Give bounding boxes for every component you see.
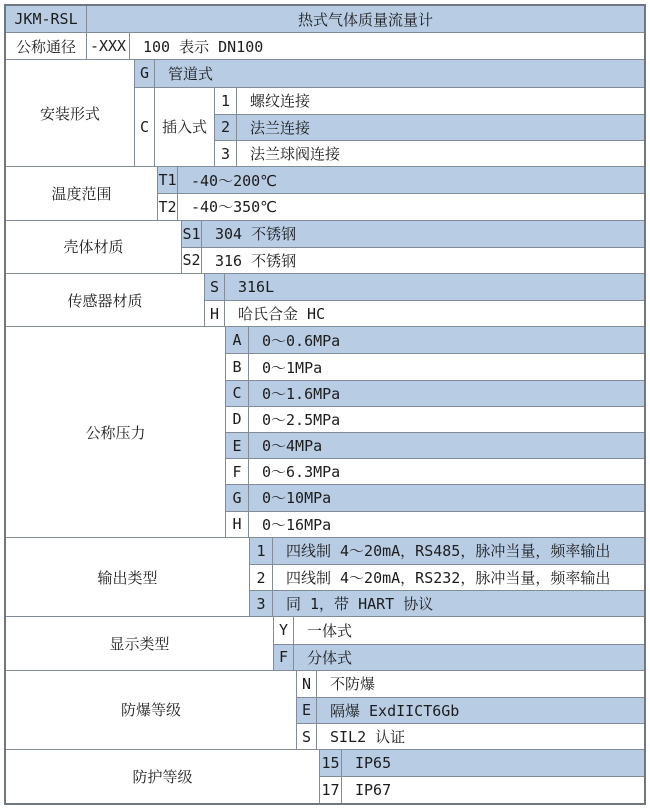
option-code: T1 — [158, 167, 178, 193]
option-text: 哈氏合金 HC — [238, 305, 326, 324]
option-row — [320, 776, 644, 802]
option-row — [250, 564, 644, 590]
option-row — [215, 140, 644, 166]
option-code: T2 — [158, 194, 178, 219]
option-row — [135, 60, 644, 86]
option-row — [158, 193, 644, 219]
diameter-code: -XXX — [87, 33, 130, 59]
option-text: 四线制 4～20mA，RS232，脉冲当量，频率输出 — [286, 569, 611, 588]
display-label: 显示类型 — [6, 617, 274, 669]
protection-label: 防护等级 — [6, 750, 320, 802]
output-label: 输出类型 — [6, 538, 250, 617]
section-nominal-pressure — [6, 326, 644, 537]
option-row — [215, 88, 644, 114]
option-text: 0～6.3MPa — [262, 463, 341, 482]
section-install-type — [6, 59, 644, 166]
option-row — [297, 671, 644, 697]
option-code: N — [297, 671, 317, 697]
section-nominal-diameter — [6, 32, 644, 59]
option-code: S — [205, 274, 225, 300]
option-text: IP65 — [355, 754, 392, 773]
option-text: 0～1.6MPa — [262, 384, 341, 403]
option-text: 316L — [238, 277, 275, 296]
option-code: G — [226, 485, 249, 510]
option-text: 0～1MPa — [262, 358, 323, 377]
option-code: D — [226, 407, 249, 432]
option-text: 0～10MPa — [262, 489, 332, 508]
option-text: 螺纹连接 — [250, 92, 311, 111]
option-row — [250, 590, 644, 616]
option-row — [182, 221, 644, 247]
option-row — [297, 697, 644, 723]
option-text: 一体式 — [307, 621, 353, 640]
option-code: H — [226, 512, 249, 537]
option-row — [158, 167, 644, 193]
explosion-label: 防爆等级 — [6, 671, 297, 750]
option-row — [226, 353, 644, 379]
option-row — [226, 406, 644, 432]
option-row — [226, 380, 644, 406]
section-housing-material — [6, 220, 644, 273]
insertion-text: 插入式 — [155, 88, 215, 167]
pressure-label: 公称压力 — [6, 327, 226, 537]
option-code: 17 — [320, 777, 342, 802]
section-temperature-range — [6, 166, 644, 219]
option-text: SIL2 认证 — [330, 728, 406, 747]
option-text: 不防爆 — [330, 675, 376, 694]
option-code: 1 — [250, 538, 273, 564]
model-selection-table — [4, 4, 646, 805]
option-text: 管道式 — [168, 64, 214, 83]
option-row — [226, 458, 644, 484]
option-code: F — [226, 459, 249, 484]
option-row — [226, 327, 644, 353]
option-row — [226, 484, 644, 510]
option-text: 0～2.5MPa — [262, 410, 341, 429]
option-code: A — [226, 327, 249, 353]
header-row — [6, 6, 644, 32]
option-row — [205, 274, 644, 300]
option-row — [182, 247, 644, 273]
option-code: 1 — [215, 88, 237, 114]
option-code: E — [226, 433, 249, 458]
option-text: 法兰球阀连接 — [250, 145, 341, 164]
option-code: E — [297, 698, 317, 723]
section-output-type — [6, 537, 644, 617]
option-row — [297, 723, 644, 749]
option-code: S1 — [182, 221, 202, 247]
option-row — [274, 617, 644, 643]
diameter-label: 公称通径 — [6, 33, 87, 59]
section-sensor-material — [6, 273, 644, 326]
option-code: H — [205, 301, 225, 326]
option-code: 3 — [250, 591, 273, 616]
model-code-cell: JKM-RSL — [6, 6, 87, 32]
option-row — [205, 300, 644, 326]
diameter-desc: 100 表示 DN100 — [143, 37, 264, 56]
option-row — [226, 511, 644, 537]
option-code: C — [226, 381, 249, 406]
option-text: -40～350℃ — [191, 198, 278, 217]
option-code: 3 — [215, 141, 237, 166]
option-text: 0～0.6MPa — [262, 331, 341, 350]
option-code: 15 — [320, 750, 342, 776]
install-label: 安装形式 — [6, 60, 135, 166]
option-code: 2 — [215, 115, 237, 140]
option-text: 同 1，带 HART 协议 — [286, 595, 434, 614]
option-code: G — [135, 60, 155, 86]
option-text: -40～200℃ — [191, 171, 278, 190]
option-code: B — [226, 354, 249, 379]
section-explosion-proof-grade — [6, 670, 644, 750]
insertion-block — [135, 87, 644, 167]
option-code: 2 — [250, 565, 273, 590]
option-row — [250, 538, 644, 564]
temperature-label: 温度范围 — [6, 167, 158, 219]
product-title: 热式气体质量流量计 — [297, 10, 433, 29]
sensor-label: 传感器材质 — [6, 274, 205, 326]
option-code: F — [274, 645, 294, 670]
option-row — [226, 432, 644, 458]
option-text: 隔爆 ExdIICT6Gb — [330, 701, 460, 720]
option-text: 316 不锈钢 — [215, 251, 297, 270]
option-code: Y — [274, 617, 294, 643]
option-code: S2 — [182, 248, 202, 273]
option-text: 四线制 4～20mA，RS485，脉冲当量，频率输出 — [286, 542, 611, 561]
option-text: 0～4MPa — [262, 437, 323, 456]
option-text: 304 不锈钢 — [215, 225, 297, 244]
option-text: IP67 — [355, 781, 392, 800]
option-row — [215, 114, 644, 140]
section-display-type — [6, 616, 644, 669]
option-row — [320, 750, 644, 776]
housing-label: 壳体材质 — [6, 221, 182, 273]
section-protection-grade — [6, 749, 644, 802]
option-text: 分体式 — [307, 648, 353, 667]
insertion-code: C — [135, 88, 155, 167]
option-code: S — [297, 724, 317, 749]
option-row — [274, 644, 644, 670]
option-text: 法兰连接 — [250, 118, 311, 137]
option-text: 0～16MPa — [262, 515, 332, 534]
